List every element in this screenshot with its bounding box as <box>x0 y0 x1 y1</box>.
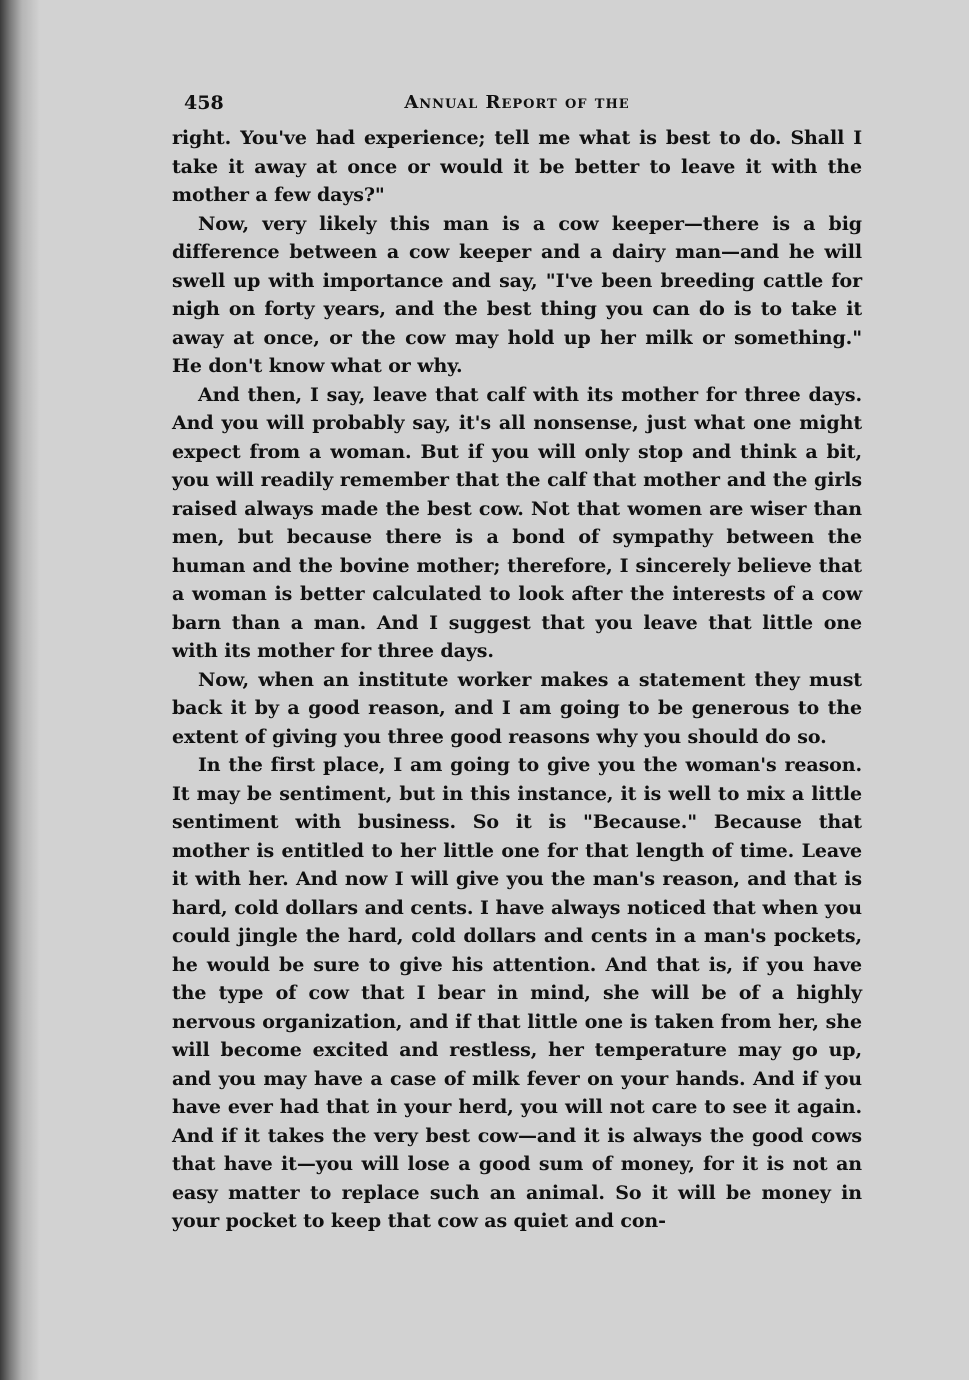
paragraph: Now, very likely this man is a cow keeper—there is a big difference between a cow keeper and a dairy man—and he will swell up with importance and say, "I've been breeding cattle for nigh on forty years, and the best thing you can do is to take it away at once, or the cow may hold up her milk or something." He don't know what or why. <box>172 212 862 377</box>
book-binding-edge <box>0 0 40 1380</box>
paragraph: Now, when an institute worker makes a statement they must back it by a good reason, and I am going to be generous to the extent of giving you three good reasons why you should do so. <box>172 668 862 748</box>
paragraph-continued: right. You've had experience; tell me what is best to do. Shall I take it away at once or would it be better to leave it with the mother a few days?" <box>172 127 862 206</box>
page-number: 458 <box>184 92 224 114</box>
paragraph: And then, I say, leave that calf with its mother for three days. And you will probably say, it's all nonsense, just what one might expect from a woman. But if you will only stop and think a bit, you will readily remember that the calf that mother and the girls raised always made the best cow. Not that women are wiser than men, but because there is a bond of sympathy between the human and the bovine mother; therefore, I sincerely believe that a woman is better calculated to look after the interests of a cow barn than a man. And I suggest that you leave that little one with its mother for three days. <box>172 383 862 662</box>
body-text <box>172 124 862 1236</box>
page-header <box>172 84 862 124</box>
paragraph: In the first place, I am going to give you the woman's reason. It may be sentiment, but in this instance, it is well to mix a little sentiment with business. So it is "Because." Because that mother is entitled to her little one for that length of time. Leave it with her. And now I will give you the man's reason, and that is hard, cold dollars and cents. I have always noticed that when you could jingle the hard, cold dollars and cents in a man's pockets, he would be sure to give his attention. And that is, if you have the type of cow that I bear in mind, she will be of a highly nervous organization, and if that little one is taken from her, she will become excited and restless, her temperature may go up, and you may have a case of milk fever on your hands. And if you have ever had that in your herd, you will not care to see it again. And if it takes the very best cow—and it is always the good cows that have it—you will lose a good sum of money, for it is not an easy matter to replace such an animal. So it will be money in your pocket to keep that cow as quiet and con- <box>172 754 862 1232</box>
running-title: Annual Report of the <box>404 92 630 113</box>
page-content <box>172 84 862 1236</box>
